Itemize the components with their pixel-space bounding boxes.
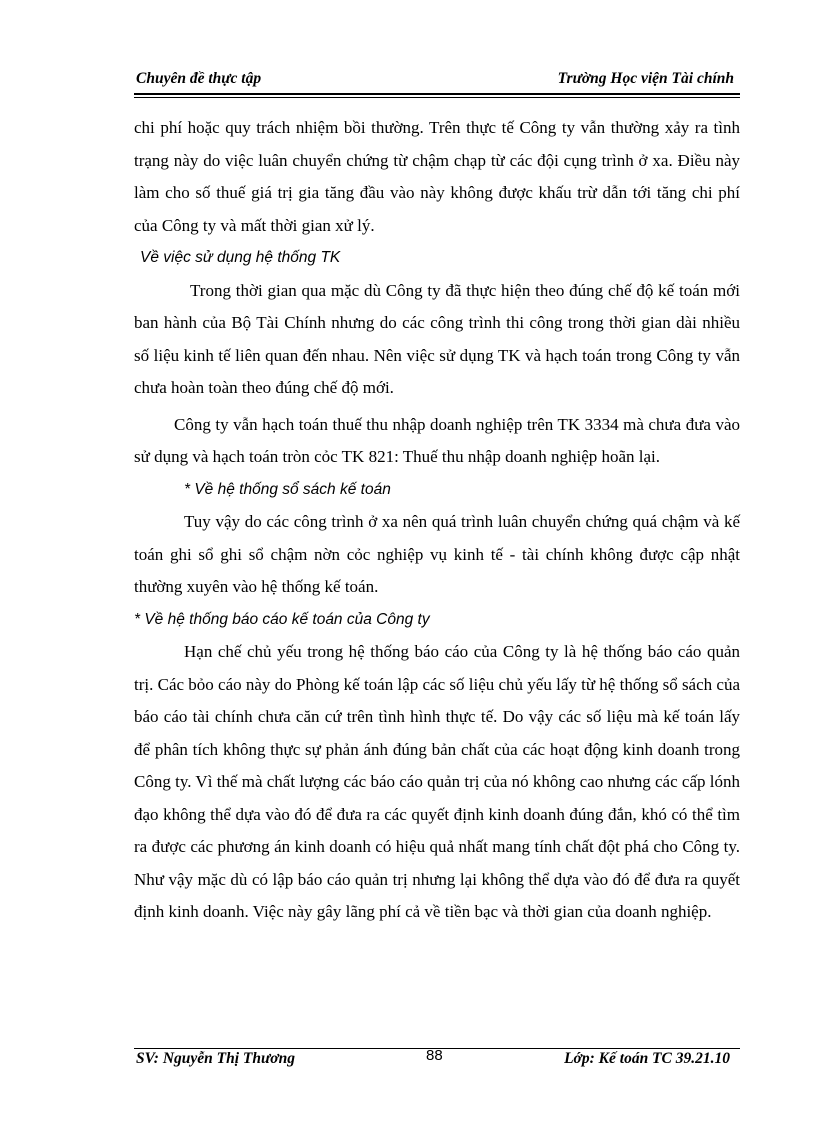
header-left-text: Chuyên đề thực tập — [136, 70, 262, 87]
header-rule-thin — [134, 97, 740, 98]
header-right-text: Trường Học viện Tài chính — [557, 70, 734, 87]
paragraph-1: chi phí hoặc quy trách nhiệm bồi thường. Trên thực tế Công ty vẫn thường xảy ra tình trạng này do việc luân chuyển chứng từ chậm chạp từ các đội cụng trình ở xa. Điều này làm cho số thuế giá trị gia tăng đầu vào này không được khấu trừ dẫn tới tăng chi phí của Công ty và mất thời gian xử lý. — [134, 118, 740, 235]
page-number: 88 — [426, 1047, 443, 1064]
paragraph-5: Hạn chế chủ yếu trong hệ thống báo cáo của Công ty là hệ thống báo cáo quản trị. Các bỏo cáo này do Phòng kế toán lập các số liệu chủ yếu lấy từ hệ thống sổ sách của báo cáo tài chính chưa căn cứ trên tình hình thực tế. Do vậy các số liệu mà kế toán lấy để phân tích không thực sự phản ánh đúng bản chất của các hoạt động kinh doanh trong Công ty. Vì thế mà chất lượng các báo cáo quản trị của nó không cao nhưng các cấp lónh đạo không thể dựa vào đó để đưa ra các quyết định kinh doanh đúng đắn, khó có thể tìm ra được các phương án kinh doanh có hiệu quả nhất mang tính chất đột phá cho Công ty. Như vậy mặc dù có lập báo cáo quản trị nhưng lại không thể dựa vào đó để đưa ra quyết định kinh doanh. Việc này gây lãng phí cả về tiền bạc và thời gian của doanh nghiệp. — [134, 642, 740, 921]
paragraph-3: Công ty vẫn hạch toán thuế thu nhập doanh nghiệp trên TK 3334 mà chưa đưa vào sử dụng và hạch toán tròn cỏc TK 821: Thuế thu nhập doanh nghiệp hoãn lại. — [134, 414, 740, 466]
page-footer — [134, 1047, 740, 1074]
header-rule-thick — [134, 93, 740, 95]
footer-student-name: SV: Nguyễn Thị Thương — [136, 1050, 295, 1067]
subheading-tk-system: Về việc sử dụng hệ thống TK — [140, 249, 341, 266]
subheading-ledger-system: * Về hệ thống sổ sách kế toán — [184, 480, 391, 498]
paragraph-2: Trong thời gian qua mặc dù Công ty đã thực hiện theo đúng chế độ kế toán mới ban hành của Bộ Tài Chính nhưng do các công trình thi công trong thời gian dài nhiều số liệu kinh tế liên quan đến nhau. Nên việc sử dụng TK và hạch toán trong Công ty vẫn chưa hoàn toàn theo đúng chế độ mới. — [134, 280, 740, 397]
page-body — [134, 112, 740, 929]
page-header — [134, 70, 740, 94]
footer-class-info: Lớp: Kế toán TC 39.21.10 — [564, 1050, 730, 1067]
paragraph-4: Tuy vậy do các công trình ở xa nên quá trình luân chuyển chứng quá chậm và kế toán ghi sổ ghi sổ chậm nờn cỏc nghiệp vụ kinh tế - tài chính không được cập nhật thường xuyên vào hệ thống kế toán. — [134, 512, 740, 596]
subheading-report-system: * Về hệ thống báo cáo kế toán của Công ty — [134, 610, 430, 628]
